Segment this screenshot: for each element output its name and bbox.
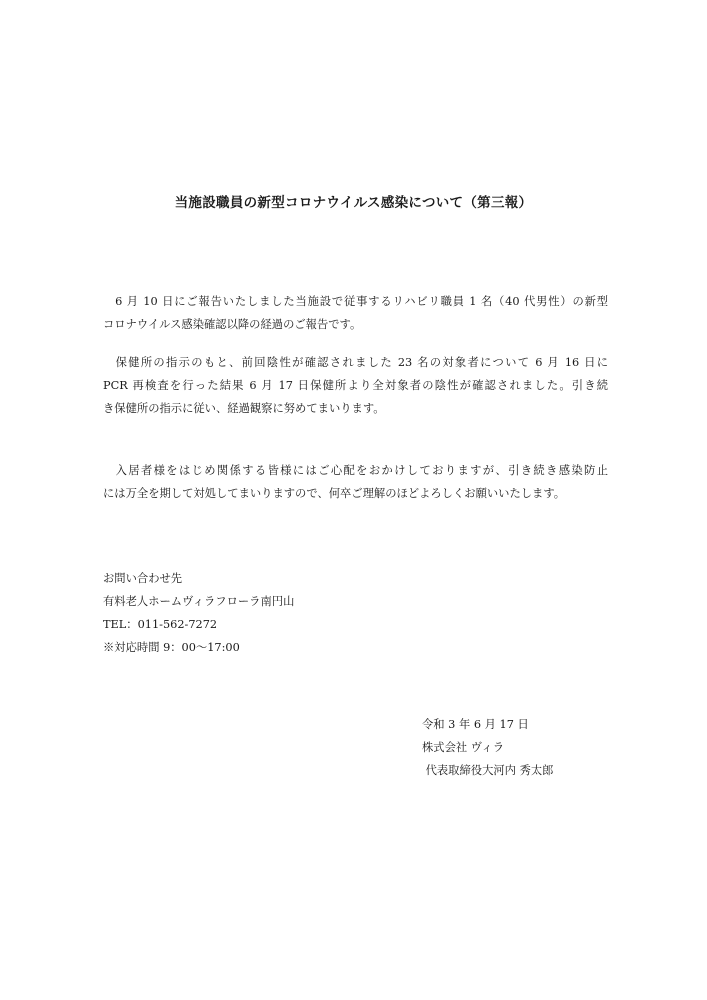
signature-company: 株式会社 ヴィラ bbox=[422, 741, 504, 754]
paragraph-line: コロナウイルス感染確認以降の経過のご報告です。 bbox=[103, 318, 362, 331]
paragraph-line: 6 月 10 日にご報告いたしました当施設で従事するリハビリ職員 1 名（40 代男性）の新型 bbox=[103, 295, 608, 308]
contact-block bbox=[103, 567, 294, 659]
contact-facility: 有料老人ホームヴィラフローラ南円山 bbox=[103, 595, 295, 608]
paragraph-2 bbox=[103, 351, 608, 420]
paragraph-1 bbox=[103, 290, 608, 336]
contact-hours: ※対応時間 9：00～17:00 bbox=[103, 641, 240, 654]
document-title: 当施設職員の新型コロナウイルス感染について（第三報） bbox=[174, 195, 533, 211]
paragraph-line: には万全を期して対処してまいりますので、何卒ご理解のほどよろしくお願いいたします。 bbox=[103, 487, 566, 500]
signature-date: 令和 3 年 6 月 17 日 bbox=[422, 718, 529, 731]
contact-tel: TEL：011-562-7272 bbox=[103, 618, 218, 631]
paragraph-line: PCR 再検査を行った結果 6 月 17 日保健所より全対象者の陰性が確認されました。引き続 bbox=[103, 379, 608, 392]
signature-block bbox=[422, 713, 553, 782]
paragraph-line: 入居者様をはじめ関係する皆様にはご心配をおかけしておりますが、引き続き感染防止 bbox=[103, 464, 608, 477]
paragraph-line: 保健所の指示のもと、前回陰性が確認されました 23 名の対象者について 6 月 16 日に bbox=[103, 356, 608, 369]
paragraph-3 bbox=[103, 459, 608, 505]
contact-heading: お問い合わせ先 bbox=[103, 572, 183, 585]
paragraph-line: き保健所の指示に従い、経過観察に努めてまいります。 bbox=[103, 402, 385, 415]
signature-representative: 代表取締役大河内 秀太郎 bbox=[422, 764, 554, 777]
